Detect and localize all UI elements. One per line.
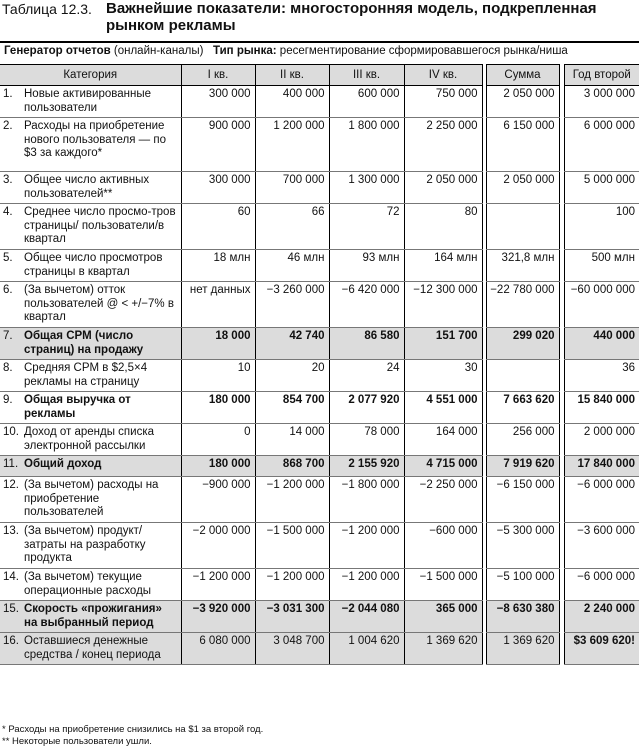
footnotes	[2, 724, 263, 748]
value-q2: −1 500 000	[255, 523, 329, 569]
row-label: Общая выручка от рекламы	[24, 394, 131, 420]
value-sum	[486, 360, 559, 392]
value-q2: 400 000	[255, 86, 329, 118]
header-category: Категория	[0, 65, 181, 86]
value-q4: −1 500 000	[404, 569, 482, 601]
value-year2: $3 609 620!	[564, 633, 639, 665]
value-sum: −22 780 000	[486, 282, 559, 328]
value-year2: 500 млн	[564, 250, 639, 282]
row-index: 8.	[3, 362, 13, 374]
value-q1: −1 200 000	[181, 569, 255, 601]
value-sum	[486, 204, 559, 250]
value-q1: 300 000	[181, 172, 255, 204]
footnote-2: ** Некоторые пользователи ушли.	[2, 736, 152, 747]
value-q3: 72	[329, 204, 404, 250]
row-index: 15.	[3, 603, 19, 615]
value-q4: 164 млн	[404, 250, 482, 282]
value-sum: −6 150 000	[486, 477, 559, 523]
row-label: Оставшиеся денежные средства / конец периода	[24, 635, 161, 661]
value-q1: 18 000	[181, 328, 255, 360]
value-q4: 80	[404, 204, 482, 250]
value-q2: 700 000	[255, 172, 329, 204]
category-cell	[0, 172, 181, 204]
table-row	[0, 601, 639, 633]
value-q4: −2 250 000	[404, 477, 482, 523]
value-year2: 6 000 000	[564, 118, 639, 172]
table-row	[0, 172, 639, 204]
value-q2: 14 000	[255, 424, 329, 456]
generator-label: Генератор отчетов	[4, 45, 111, 57]
value-q3: −6 420 000	[329, 282, 404, 328]
metrics-table	[0, 64, 639, 665]
table-row	[0, 456, 639, 477]
value-year2: −3 600 000	[564, 523, 639, 569]
table-row	[0, 118, 639, 172]
header-q1: I кв.	[181, 65, 255, 86]
value-q1: 180 000	[181, 392, 255, 424]
value-q1: 10	[181, 360, 255, 392]
value-sum: 7 919 620	[486, 456, 559, 477]
value-q2: 3 048 700	[255, 633, 329, 665]
value-q3: −1 200 000	[329, 569, 404, 601]
value-q1: −2 000 000	[181, 523, 255, 569]
category-cell	[0, 204, 181, 250]
value-q4: 164 000	[404, 424, 482, 456]
row-label: (За вычетом) отток пользователей @ < +/−7% в квартал	[24, 284, 174, 323]
table-row	[0, 328, 639, 360]
row-label: Доход от аренды списка электронной рассылки	[24, 426, 154, 452]
category-cell	[0, 282, 181, 328]
header-q2: II кв.	[255, 65, 329, 86]
value-year2: 15 840 000	[564, 392, 639, 424]
row-index: 5.	[3, 252, 13, 264]
row-label: Общая CPM (число страниц) на продажу	[24, 330, 144, 356]
row-label: Новые активированные пользователи	[24, 88, 151, 114]
value-year2: −6 000 000	[564, 477, 639, 523]
row-index: 2.	[3, 120, 13, 132]
row-label: (За вычетом) расходы на приобретение пользователей	[24, 479, 159, 518]
value-q3: −1 200 000	[329, 523, 404, 569]
value-q1: −3 920 000	[181, 601, 255, 633]
value-q2: 66	[255, 204, 329, 250]
row-index: 13.	[3, 525, 19, 537]
value-q3: 1 800 000	[329, 118, 404, 172]
value-q4: −12 300 000	[404, 282, 482, 328]
value-q3: 93 млн	[329, 250, 404, 282]
row-label: Среднее число просмо-тров страницы/ пользователи/в квартал	[24, 206, 176, 245]
value-q3: 1 300 000	[329, 172, 404, 204]
row-index: 11.	[3, 458, 19, 470]
row-index: 3.	[3, 174, 13, 186]
value-sum: −5 300 000	[486, 523, 559, 569]
value-sum: 6 150 000	[486, 118, 559, 172]
value-sum: 299 020	[486, 328, 559, 360]
market-value: ресегментирование сформировавшегося рынка/ниша	[279, 45, 568, 57]
category-cell	[0, 328, 181, 360]
value-q3: 1 004 620	[329, 633, 404, 665]
value-q3: 2 077 920	[329, 392, 404, 424]
value-q3: 86 580	[329, 328, 404, 360]
header-row	[0, 65, 639, 86]
category-cell	[0, 392, 181, 424]
value-year2: 2 000 000	[564, 424, 639, 456]
category-cell	[0, 633, 181, 665]
row-index: 1.	[3, 88, 13, 100]
value-year2: 100	[564, 204, 639, 250]
row-label: Общее число просмотров страницы в квартал	[24, 252, 163, 278]
value-sum: 7 663 620	[486, 392, 559, 424]
value-year2: −60 000 000	[564, 282, 639, 328]
value-q2: 868 700	[255, 456, 329, 477]
value-q2: 42 740	[255, 328, 329, 360]
row-label: (За вычетом) продукт/ затраты на разработку продукта	[24, 525, 146, 564]
value-q1: 300 000	[181, 86, 255, 118]
value-year2: 3 000 000	[564, 86, 639, 118]
value-q1: −900 000	[181, 477, 255, 523]
value-sum: 1 369 620	[486, 633, 559, 665]
row-label: Общее число активных пользователей**	[24, 174, 150, 200]
row-index: 4.	[3, 206, 13, 218]
value-q2: 854 700	[255, 392, 329, 424]
value-q3: 2 155 920	[329, 456, 404, 477]
value-q2: 46 млн	[255, 250, 329, 282]
footnote-1: * Расходы на приобретение снизились на $1 за второй год.	[2, 724, 264, 735]
value-q4: 4 551 000	[404, 392, 482, 424]
value-q2: 20	[255, 360, 329, 392]
value-year2: 5 000 000	[564, 172, 639, 204]
value-q2: 1 200 000	[255, 118, 329, 172]
table-row	[0, 569, 639, 601]
table-body	[0, 86, 639, 665]
generator-value: (онлайн-каналы)	[113, 45, 204, 57]
category-cell	[0, 523, 181, 569]
row-index: 10.	[3, 426, 19, 438]
value-q3: −2 044 080	[329, 601, 404, 633]
row-index: 12.	[3, 479, 19, 491]
table-row	[0, 360, 639, 392]
value-q2: −3 031 300	[255, 601, 329, 633]
category-cell	[0, 360, 181, 392]
value-year2: 2 240 000	[564, 601, 639, 633]
header-q4: IV кв.	[404, 65, 482, 86]
value-q1: 180 000	[181, 456, 255, 477]
value-q1: нет данных	[181, 282, 255, 328]
table-row	[0, 204, 639, 250]
value-sum: −8 630 380	[486, 601, 559, 633]
market-label: Тип рынка:	[213, 45, 277, 57]
row-label: Расходы на приобретение нового пользователя — по $3 за каждого*	[24, 120, 166, 159]
table-row	[0, 424, 639, 456]
table-row	[0, 282, 639, 328]
value-q4: 750 000	[404, 86, 482, 118]
row-index: 14.	[3, 571, 19, 583]
value-year2: 440 000	[564, 328, 639, 360]
value-q2: −1 200 000	[255, 477, 329, 523]
value-sum: 256 000	[486, 424, 559, 456]
value-q1: 60	[181, 204, 255, 250]
value-sum: 321,8 млн	[486, 250, 559, 282]
header-sum: Сумма	[486, 65, 559, 86]
value-q3: 78 000	[329, 424, 404, 456]
table-row	[0, 523, 639, 569]
value-q4: 30	[404, 360, 482, 392]
row-index: 16.	[3, 635, 19, 647]
table-number: Таблица 12.3.	[2, 1, 92, 17]
value-q3: −1 800 000	[329, 477, 404, 523]
row-label: Общий доход	[24, 458, 102, 470]
value-q3: 600 000	[329, 86, 404, 118]
header-q3: III кв.	[329, 65, 404, 86]
category-cell	[0, 250, 181, 282]
category-cell	[0, 86, 181, 118]
table-row	[0, 477, 639, 523]
table-row	[0, 392, 639, 424]
category-cell	[0, 118, 181, 172]
table-heading: Важнейшие показатели: многосторонняя модель, подкрепленная рынком рекламы	[106, 0, 597, 34]
category-cell	[0, 424, 181, 456]
value-q1: 0	[181, 424, 255, 456]
value-q3: 24	[329, 360, 404, 392]
row-index: 6.	[3, 284, 13, 296]
table-row	[0, 633, 639, 665]
category-cell	[0, 569, 181, 601]
value-q4: −600 000	[404, 523, 482, 569]
row-index: 9.	[3, 394, 13, 406]
generator-line	[4, 45, 568, 57]
row-label: Средняя CPM в $2,5×4 рекламы на страницу	[24, 362, 148, 388]
table-title	[2, 0, 637, 36]
value-sum: 2 050 000	[486, 86, 559, 118]
divider	[0, 41, 639, 43]
value-q2: −3 260 000	[255, 282, 329, 328]
value-sum: 2 050 000	[486, 172, 559, 204]
table-row	[0, 86, 639, 118]
value-q4: 2 250 000	[404, 118, 482, 172]
row-index: 7.	[3, 330, 13, 342]
value-sum: −5 100 000	[486, 569, 559, 601]
value-q1: 18 млн	[181, 250, 255, 282]
row-label: (За вычетом) текущие операционные расходы	[24, 571, 152, 597]
category-cell	[0, 456, 181, 477]
value-q4: 4 715 000	[404, 456, 482, 477]
category-cell	[0, 477, 181, 523]
header-year2: Год второй	[564, 65, 639, 86]
value-q2: −1 200 000	[255, 569, 329, 601]
value-q4: 151 700	[404, 328, 482, 360]
value-year2: 17 840 000	[564, 456, 639, 477]
value-q4: 365 000	[404, 601, 482, 633]
row-label: Скорость «прожигания» на выбранный период	[24, 603, 162, 629]
value-q1: 6 080 000	[181, 633, 255, 665]
value-q4: 2 050 000	[404, 172, 482, 204]
table-row	[0, 250, 639, 282]
value-q1: 900 000	[181, 118, 255, 172]
value-year2: 36	[564, 360, 639, 392]
value-q4: 1 369 620	[404, 633, 482, 665]
category-cell	[0, 601, 181, 633]
value-year2: −6 000 000	[564, 569, 639, 601]
